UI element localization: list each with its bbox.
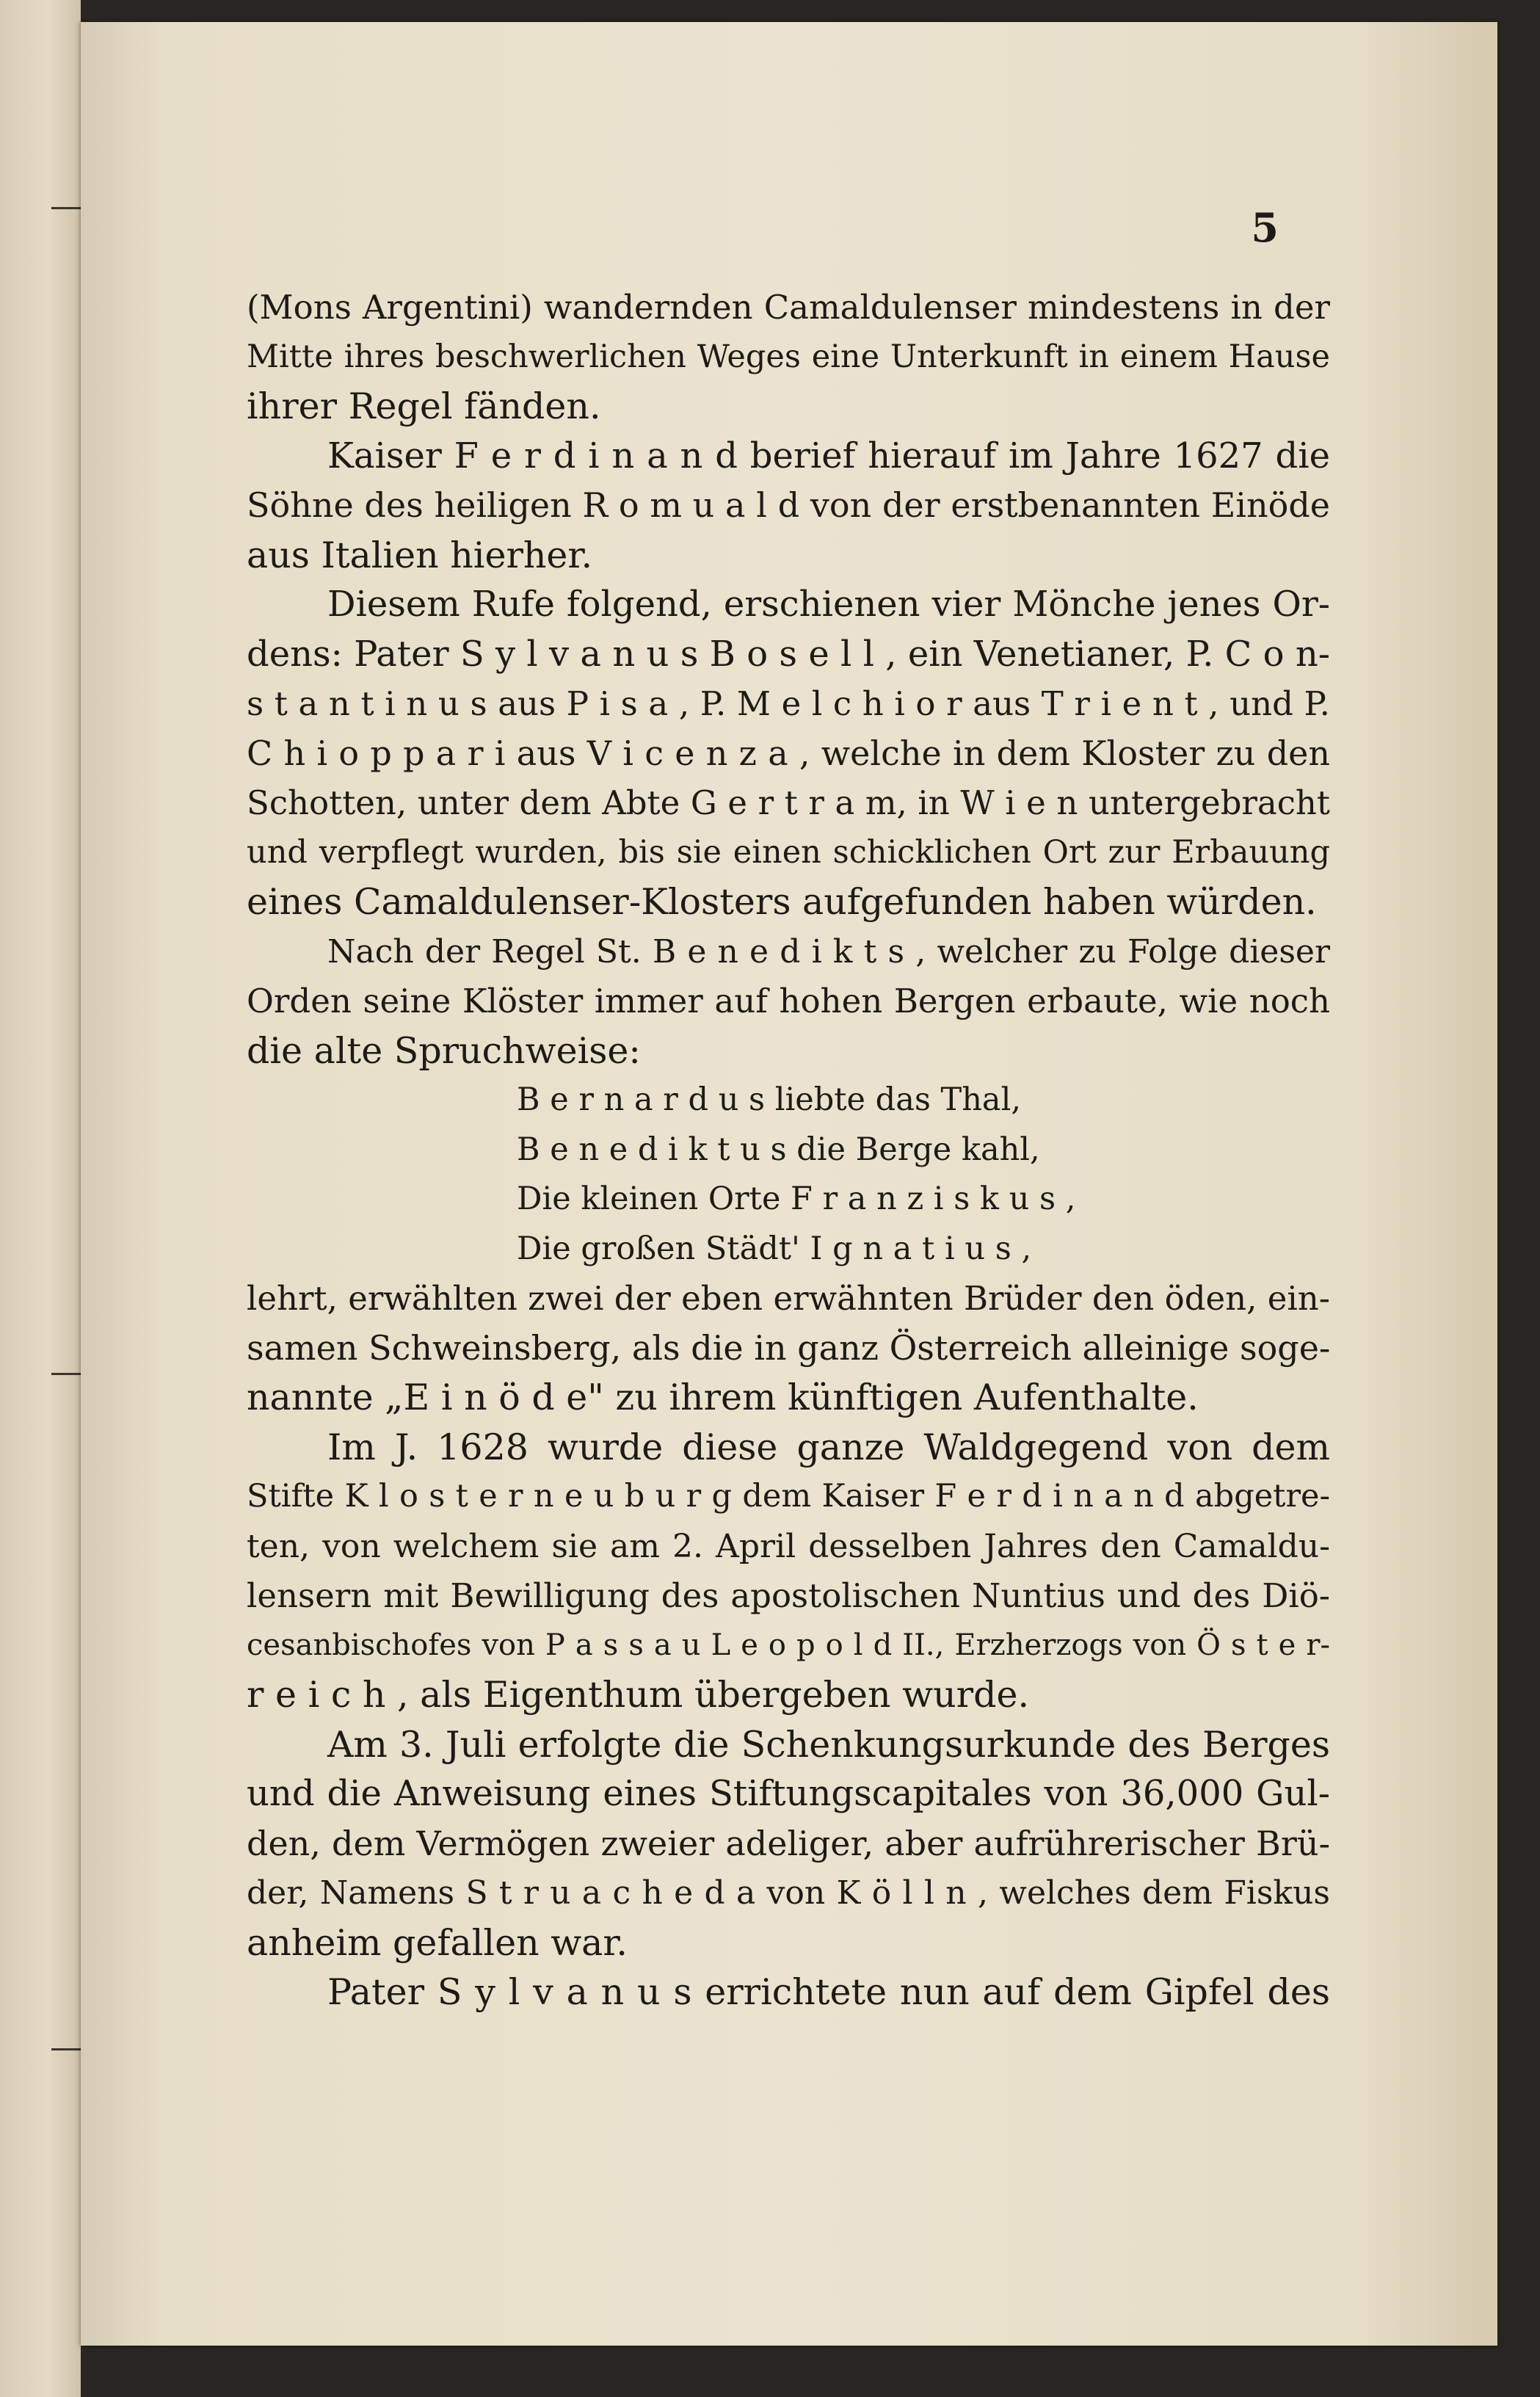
text-line: Orden seine Klöster immer auf hohen Bergen erbaute, wie noch [247,982,1330,1020]
text-line: Pater S y l v a n u s errichtete nun auf dem Gipfel des [327,1971,1330,2013]
text-line: nannte „E i n ö d e" zu ihrem künftigen Aufenthalte. [247,1377,1199,1418]
binding-mark [51,1373,81,1375]
binding-mark [51,207,81,209]
text-line: dens: Pater S y l v a n u s B o s e l l , ein Venetianer, P. C o n- [247,633,1330,675]
text-line: lehrt, erwählten zwei der eben erwähnten Brüder den öden, ein- [247,1279,1330,1318]
text-line: Im J. 1628 wurde diese ganze Waldgegend von dem [327,1426,1330,1468]
text-line: ihrer Regel fänden. [247,385,601,427]
text-line: der, Namens S t r u a c h e d a von K ö l l n , welches dem Fiskus [247,1874,1330,1912]
verse-line: Die großen Städt' I g n a t i u s , [517,1230,1032,1267]
text-line: Nach der Regel St. B e n e d i k t s , welcher zu Folge dieser [327,932,1330,971]
book-page [81,22,1497,2346]
binding-mark [51,2048,81,2050]
text-line: samen Schweinsberg, als die in ganz Österreich alleinige soge- [247,1327,1331,1368]
text-line: Mitte ihres beschwerlichen Weges eine Unterkunft in einem Hause [247,338,1330,375]
text-line: Diesem Rufe folgend, erschienen vier Mönche jenes Or- [327,584,1330,625]
verse-line: B e r n a r d u s liebte das Thal, [517,1081,1021,1118]
text-line: und die Anweisung eines Stiftungscapitales von 36,000 Gul- [247,1773,1330,1814]
verse-line: B e n e d i k t u s die Berge kahl, [517,1131,1040,1168]
text-line: eines Camaldulenser-Klosters aufgefunden haben würden. [247,881,1317,923]
text-line: Schotten, unter dem Abte G e r t r a m, in W i e n untergebracht [247,783,1330,822]
text-line: anheim gefallen war. [247,1921,628,1964]
text-line: C h i o p p a r i aus V i c e n z a , welche in dem Kloster zu den [247,733,1330,773]
text-line: und verpflegt wurden, bis sie einen schicklichen Ort zur Erbauung [247,833,1330,871]
text-line: Am 3. Juli erfolgte die Schenkungsurkunde des Berges [327,1723,1330,1766]
text-line: Söhne des heiligen R o m u a l d von der erstbenannten Einöde [247,485,1330,525]
text-line: die alte Spruchweise: [247,1029,641,1072]
text-line: cesanbischofes von P a s s a u L e o p o l d II., Erzherzogs von Ö s t e r- [247,1628,1330,1662]
facing-page-edge [0,0,81,2397]
text-line: (Mons Argentini) wandernden Camaldulenser mindestens in der [247,288,1330,327]
verse-line: Die kleinen Orte F r a n z i s k u s , [517,1181,1076,1217]
text-line: s t a n t i n u s aus P i s a , P. M e l c h i o r aus T r i e n t , und P. [247,684,1330,723]
text-line: lensern mit Bewilligung des apostolischen Nuntius und des Diö- [247,1576,1330,1615]
text-line: r e i c h , als Eigenthum übergeben wurde. [247,1674,1030,1716]
text-line: ten, von welchem sie am 2. April desselben Jahres den Camaldu- [247,1527,1330,1565]
page-number: 5 [1251,204,1279,251]
text-line: den, dem Vermögen zweier adeliger, aber aufrührerischer Brü- [247,1823,1330,1863]
text-line: Kaiser F e r d i n a n d berief hierauf im Jahre 1627 die [327,435,1330,476]
text-line: aus Italien hierher. [247,534,593,576]
body-text [247,283,1330,2017]
text-line: Stifte K l o s t e r n e u b u r g dem Kaiser F e r d i n a n d abgetre- [247,1478,1330,1515]
